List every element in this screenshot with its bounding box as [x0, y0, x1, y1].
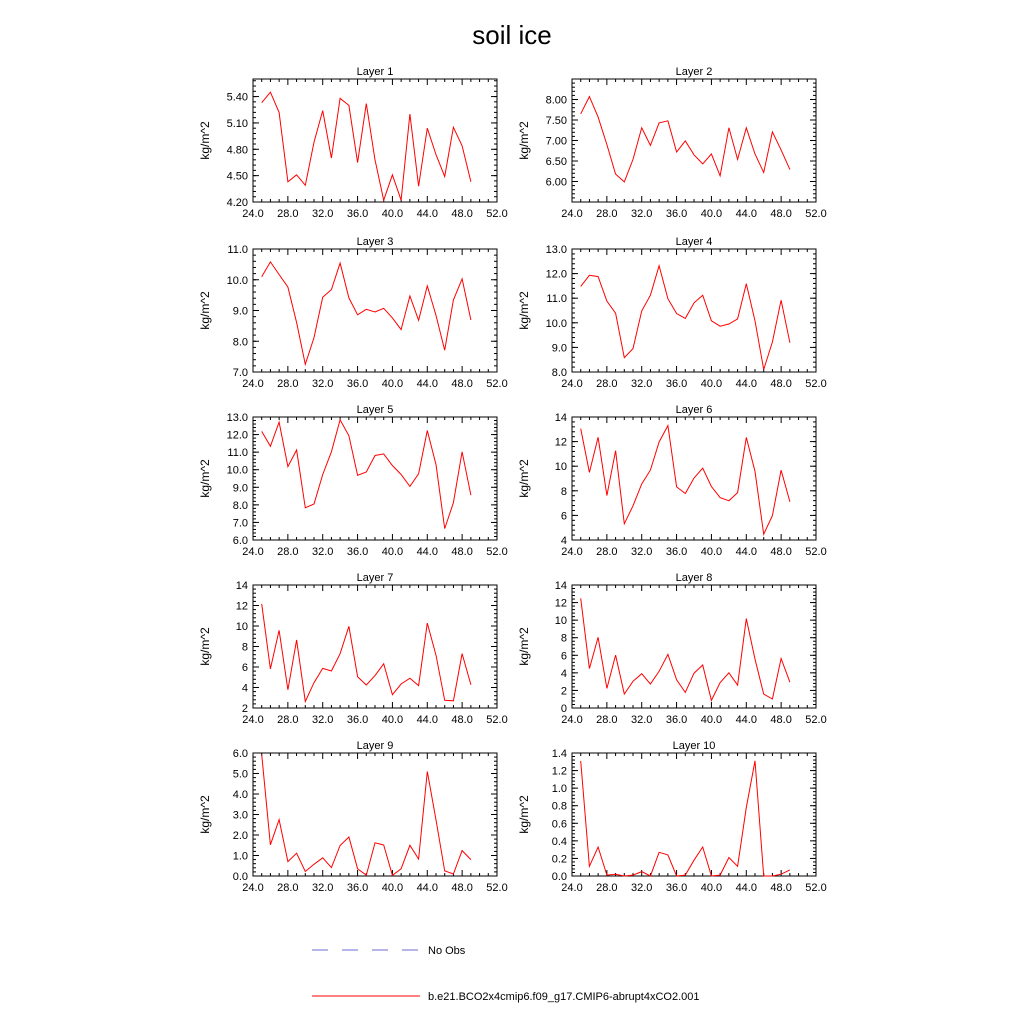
- y-tick-label: 8.0: [232, 336, 248, 349]
- panels-container: [198, 66, 827, 894]
- y-tick-label: 4.80: [226, 144, 248, 157]
- x-tick-label: 48.0: [770, 546, 792, 558]
- y-tick-label: 10.0: [545, 317, 567, 330]
- y-tick-label: 6.0: [232, 748, 248, 760]
- y-tick-label: 8: [560, 632, 567, 645]
- legend: [312, 945, 700, 1003]
- x-tick-label: 40.0: [700, 882, 723, 894]
- y-tick-label: 14: [554, 580, 567, 592]
- y-tick-label: 6: [241, 662, 248, 674]
- x-tick-label: 52.0: [805, 546, 827, 558]
- y-tick-label: 10.0: [226, 274, 248, 287]
- y-axis-label: kg/m^2: [517, 291, 531, 330]
- panel-6: [517, 404, 827, 558]
- x-tick-label: 32.0: [312, 546, 334, 558]
- panel-title: Layer 10: [672, 740, 716, 752]
- legend-no-obs-label: No Obs: [428, 945, 466, 957]
- y-tick-label: 13.0: [226, 412, 248, 424]
- y-tick-label: 12: [554, 597, 567, 610]
- x-tick-label: 44.0: [416, 378, 438, 390]
- y-tick-label: 2.0: [232, 830, 248, 842]
- x-tick-label: 36.0: [346, 378, 369, 390]
- y-tick-label: 7.0: [232, 367, 248, 379]
- y-tick-label: 8: [560, 485, 567, 498]
- panel-3: [198, 236, 508, 390]
- x-tick-label: 40.0: [700, 378, 723, 390]
- x-tick-label: 48.0: [451, 714, 473, 726]
- panel-title: Layer 5: [356, 404, 394, 416]
- panel-7: [198, 572, 508, 726]
- series-line: [581, 266, 790, 370]
- y-tick-label: 12.0: [545, 268, 567, 281]
- panel-1: [198, 66, 508, 220]
- y-tick-label: 7.0: [232, 517, 248, 530]
- series-line: [262, 420, 471, 529]
- y-tick-label: 4.20: [226, 197, 248, 209]
- x-tick-label: 44.0: [735, 714, 757, 726]
- y-tick-label: 9.0: [232, 482, 248, 495]
- y-tick-label: 10: [554, 461, 567, 474]
- y-tick-label: 8.0: [232, 499, 248, 512]
- x-tick-label: 48.0: [451, 546, 473, 558]
- x-tick-label: 28.0: [277, 882, 299, 894]
- x-tick-label: 52.0: [486, 378, 508, 390]
- x-tick-label: 32.0: [312, 378, 334, 390]
- x-tick-label: 28.0: [277, 546, 299, 558]
- y-tick-label: 11.0: [227, 447, 248, 460]
- x-tick-label: 52.0: [486, 882, 508, 894]
- x-tick-label: 36.0: [665, 378, 688, 390]
- y-tick-label: 10: [235, 621, 248, 633]
- plot-frame: [572, 753, 816, 876]
- y-tick-label: 10.0: [226, 464, 248, 477]
- panel-2: [517, 66, 827, 220]
- y-tick-label: 0.0: [232, 871, 248, 883]
- plot-frame: [253, 417, 497, 540]
- series-line: [581, 426, 790, 535]
- x-tick-label: 36.0: [346, 208, 369, 220]
- panel-10: [517, 740, 827, 894]
- x-tick-label: 28.0: [277, 208, 299, 220]
- y-tick-label: 14: [554, 412, 567, 424]
- plot-frame: [253, 79, 497, 202]
- x-tick-label: 40.0: [381, 546, 404, 558]
- series-line: [262, 604, 471, 702]
- x-tick-label: 52.0: [805, 714, 827, 726]
- panel-title: Layer 3: [356, 236, 394, 248]
- x-tick-label: 44.0: [735, 546, 757, 558]
- y-tick-label: 12.0: [226, 429, 248, 442]
- y-tick-label: 8: [241, 641, 248, 654]
- panel-title: Layer 9: [356, 740, 394, 752]
- y-tick-label: 6: [560, 510, 567, 523]
- y-tick-label: 4: [241, 682, 248, 695]
- x-tick-label: 36.0: [665, 546, 688, 558]
- panel-title: Layer 7: [356, 572, 394, 584]
- y-tick-label: 0: [560, 703, 567, 715]
- y-tick-label: 0.0: [551, 871, 567, 883]
- x-tick-label: 24.0: [242, 378, 264, 390]
- x-tick-label: 36.0: [665, 714, 688, 726]
- plot-frame: [572, 585, 816, 708]
- x-tick-label: 32.0: [631, 882, 653, 894]
- x-tick-label: 28.0: [277, 714, 299, 726]
- x-tick-label: 36.0: [346, 882, 369, 894]
- x-tick-label: 24.0: [561, 882, 583, 894]
- y-axis-label: kg/m^2: [517, 627, 531, 666]
- y-tick-label: 4: [560, 535, 567, 547]
- x-tick-label: 52.0: [805, 208, 827, 220]
- y-tick-label: 1.4: [551, 748, 567, 760]
- y-tick-label: 9.0: [232, 305, 248, 318]
- x-tick-label: 40.0: [381, 714, 404, 726]
- y-tick-label: 0.4: [551, 835, 567, 848]
- x-tick-label: 36.0: [665, 208, 688, 220]
- series-line: [262, 92, 471, 200]
- y-tick-label: 8.0: [551, 367, 567, 379]
- x-tick-label: 24.0: [561, 546, 583, 558]
- y-tick-label: 6.0: [232, 535, 248, 547]
- x-tick-label: 48.0: [770, 208, 792, 220]
- x-tick-label: 28.0: [596, 208, 618, 220]
- y-axis-label: kg/m^2: [517, 459, 531, 498]
- panel-title: Layer 8: [675, 572, 713, 584]
- x-tick-label: 32.0: [312, 714, 334, 726]
- x-tick-label: 52.0: [486, 208, 508, 220]
- x-tick-label: 28.0: [596, 378, 618, 390]
- panel-8: [517, 572, 827, 726]
- y-tick-label: 0.8: [551, 800, 567, 813]
- y-tick-label: 12: [554, 436, 567, 449]
- x-tick-label: 40.0: [381, 882, 404, 894]
- x-tick-label: 28.0: [596, 546, 618, 558]
- x-tick-label: 52.0: [805, 882, 827, 894]
- panel-5: [198, 404, 508, 558]
- x-tick-label: 32.0: [631, 546, 653, 558]
- x-tick-label: 40.0: [381, 208, 404, 220]
- series-line: [262, 754, 471, 875]
- panel-9: [198, 740, 508, 894]
- y-tick-label: 6: [560, 650, 567, 663]
- y-tick-label: 13.0: [545, 244, 567, 256]
- y-tick-label: 0.2: [551, 853, 567, 866]
- y-tick-label: 4.50: [226, 170, 248, 183]
- series-line: [581, 761, 790, 876]
- panel-title: Layer 4: [675, 236, 713, 248]
- y-tick-label: 7.00: [545, 135, 567, 148]
- figure-title: soil ice: [472, 20, 552, 50]
- y-axis-label: kg/m^2: [517, 121, 531, 160]
- y-tick-label: 5.10: [226, 117, 248, 130]
- x-tick-label: 32.0: [631, 378, 653, 390]
- x-tick-label: 44.0: [416, 714, 438, 726]
- panel-title: Layer 6: [675, 404, 713, 416]
- y-axis-label: kg/m^2: [198, 459, 212, 498]
- y-axis-label: kg/m^2: [198, 121, 212, 160]
- y-tick-label: 6.50: [545, 156, 567, 168]
- series-line: [262, 262, 471, 364]
- x-tick-label: 48.0: [451, 882, 473, 894]
- y-axis-label: kg/m^2: [198, 291, 212, 330]
- x-tick-label: 24.0: [561, 714, 583, 726]
- y-tick-label: 3.0: [232, 809, 248, 822]
- y-tick-label: 10: [554, 615, 567, 628]
- x-tick-label: 32.0: [312, 208, 334, 220]
- y-tick-label: 8.00: [545, 94, 567, 107]
- x-tick-label: 32.0: [631, 208, 653, 220]
- x-tick-label: 24.0: [561, 378, 583, 390]
- x-tick-label: 40.0: [700, 546, 723, 558]
- plot-frame: [253, 585, 497, 708]
- x-tick-label: 44.0: [416, 546, 438, 558]
- panel-4: [517, 236, 827, 390]
- y-tick-label: 12: [235, 600, 248, 613]
- x-tick-label: 48.0: [451, 208, 473, 220]
- x-tick-label: 40.0: [700, 714, 723, 726]
- y-tick-label: 7.50: [545, 115, 567, 127]
- y-tick-label: 6.00: [545, 176, 567, 189]
- panel-title: Layer 1: [356, 66, 394, 78]
- x-tick-label: 44.0: [416, 208, 438, 220]
- x-tick-label: 40.0: [700, 208, 723, 220]
- x-tick-label: 36.0: [346, 714, 369, 726]
- x-tick-label: 24.0: [242, 208, 264, 220]
- plot-frame: [253, 753, 497, 876]
- x-tick-label: 48.0: [451, 378, 473, 390]
- y-axis-label: kg/m^2: [198, 795, 212, 834]
- y-tick-label: 14: [235, 580, 248, 592]
- x-tick-label: 32.0: [312, 882, 334, 894]
- x-tick-label: 44.0: [735, 378, 757, 390]
- x-tick-label: 52.0: [486, 714, 508, 726]
- x-tick-label: 44.0: [735, 882, 757, 894]
- y-tick-label: 4.0: [232, 789, 248, 801]
- x-tick-label: 40.0: [381, 378, 404, 390]
- panel-title: Layer 2: [675, 66, 713, 78]
- x-tick-label: 24.0: [242, 882, 264, 894]
- x-tick-label: 24.0: [242, 714, 264, 726]
- legend-model-label: b.e21.BCO2x4cmip6.f09_g17.CMIP6-abrupt4xCO2.001: [428, 991, 700, 1003]
- y-tick-label: 5.0: [232, 768, 248, 781]
- y-tick-label: 2: [241, 703, 248, 715]
- series-line: [581, 97, 790, 182]
- x-tick-label: 36.0: [665, 882, 688, 894]
- plot-frame: [572, 79, 816, 202]
- y-tick-label: 11.0: [546, 293, 567, 306]
- x-tick-label: 44.0: [735, 208, 757, 220]
- x-tick-label: 48.0: [770, 378, 792, 390]
- x-tick-label: 28.0: [596, 882, 618, 894]
- y-tick-label: 2: [560, 685, 567, 698]
- x-tick-label: 28.0: [277, 378, 299, 390]
- plot-frame: [253, 249, 497, 372]
- y-tick-label: 0.6: [551, 818, 567, 831]
- y-axis-label: kg/m^2: [517, 795, 531, 834]
- y-tick-label: 1.2: [551, 765, 567, 778]
- y-tick-label: 5.40: [226, 91, 248, 104]
- x-tick-label: 24.0: [242, 546, 264, 558]
- y-tick-label: 1.0: [232, 850, 248, 863]
- x-tick-label: 24.0: [561, 208, 583, 220]
- series-line: [581, 598, 790, 700]
- x-tick-label: 44.0: [416, 882, 438, 894]
- y-axis-label: kg/m^2: [198, 627, 212, 666]
- x-tick-label: 52.0: [805, 378, 827, 390]
- x-tick-label: 52.0: [486, 546, 508, 558]
- x-tick-label: 48.0: [770, 882, 792, 894]
- y-tick-label: 9.0: [551, 342, 567, 355]
- y-tick-label: 1.0: [551, 783, 567, 796]
- x-tick-label: 36.0: [346, 546, 369, 558]
- y-tick-label: 11.0: [227, 244, 248, 256]
- x-tick-label: 28.0: [596, 714, 618, 726]
- x-tick-label: 48.0: [770, 714, 792, 726]
- y-tick-label: 4: [560, 667, 567, 680]
- x-tick-label: 32.0: [631, 714, 653, 726]
